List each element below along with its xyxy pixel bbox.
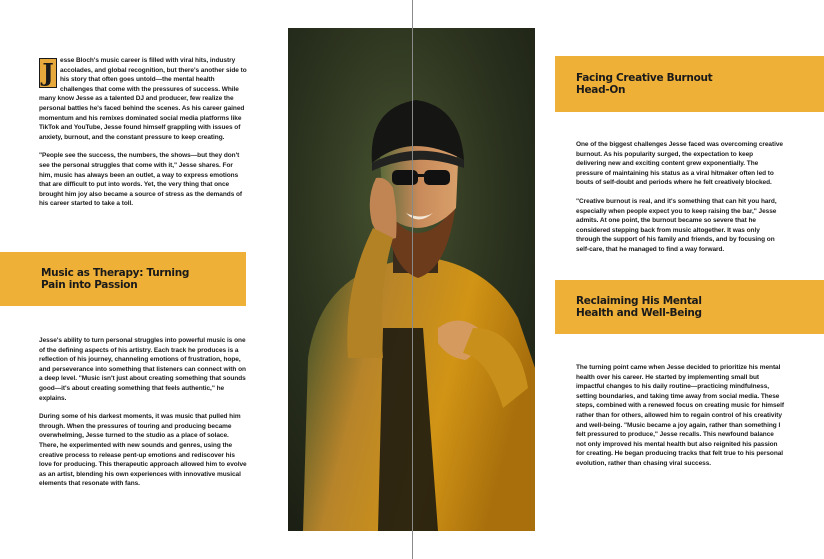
burnout-paragraph-1: One of the biggest challenges Jesse faced was overcoming creative burnout. As his popularity surged, the expectation to keep delivering new and exciting content grew exponentially. The pressure of maintaining his status as a viral hitmaker often led to bouts of self-doubt and periods where he felt creatively blocked. — [576, 141, 783, 187]
intro-paragraph-2: "People see the success, the numbers, the shows—but they don't see the personal struggles that come with it," Jesse shares. For him, music has always been an outlet, a way to express emotions that are difficult to put into words. Yet, the very thing that once brought him joy also became a source of stress as the demands of his career started to take a toll. — [39, 152, 243, 208]
heading-therapy-line-1: Music as Therapy: Turning — [41, 266, 190, 279]
section-heading-burnout — [576, 72, 712, 97]
section-heading-band-burnout — [555, 56, 824, 112]
heading-therapy-line-2: Pain into Passion — [41, 279, 138, 291]
burnout-text-block — [576, 140, 784, 255]
section-heading-band-therapy — [0, 252, 246, 306]
therapy-paragraph-1: Jesse's ability to turn personal struggles into powerful music is one of the defining aspects of his artistry. Each track he produces is a reflection of his journey, channeling emotions of frustration, hope, and perseverance into something that listeners can connect with on a deep level. "Music isn't just about creating something that sounds good—it's about creating something that feels authentic," he explains. — [39, 337, 246, 402]
reclaiming-paragraph-1: The turning point came when Jesse decided to prioritize his mental health over his career. He started by implementing small but impactful changes to his daily routine—practicing mindfulness, setting boundaries, and taking time away from social media. These steps, combined with a renewed focus on creating music for himself rather than for others, allowed him to regain control of his creativity and well-being. "Music became a joy again, rather than something I felt pressured to produce," Jesse recalls. This newfound balance not only improved his mental health but also reignited his passion for creating. He began producing tracks that felt true to his personal evolution, rather than chasing viral success. — [576, 364, 784, 467]
heading-reclaiming-line-2: Health and Well-Being — [576, 307, 702, 319]
drop-cap: J — [39, 58, 57, 88]
section-heading-therapy — [41, 267, 189, 292]
heading-burnout-line-2: Head-On — [576, 84, 626, 96]
section-heading-reclaiming — [576, 295, 702, 320]
therapy-paragraph-2: During some of his darkest moments, it was music that pulled him through. When the pressures of touring and producing became overwhelming, Jesse turned to the studio as a place of solace. There, he experimented with new sounds and genres, using the creative process to release pent-up emotions and rediscover his love for producing. This therapeutic approach allowed him to evolve as an artist, blending his own experiences with innovative musical elements that resonate with fans. — [39, 413, 247, 488]
heading-burnout-line-1: Facing Creative Burnout — [576, 71, 713, 84]
intro-text-block — [39, 56, 247, 209]
section-heading-band-reclaiming — [555, 280, 824, 334]
reclaiming-text-block — [576, 363, 784, 469]
intro-paragraph-1: esse Bloch's music career is filled with viral hits, industry accolades, and global recognition, but there's another side to his story that often goes untold—the mental health challenges that come with the pressures of success. While many know Jesse as a talented DJ and producer, few realize the personal battles he's faced behind the scenes. As his career gained momentum and his remixes dominated social media platforms like TikTok and YouTube, Jesse found himself grappling with issues of anxiety, burnout, and the constant pressure to keep creating. — [39, 57, 247, 141]
therapy-text-block — [39, 336, 247, 489]
heading-reclaiming-line-1: Reclaiming His Mental — [576, 294, 702, 307]
page-gutter — [412, 0, 413, 559]
burnout-paragraph-2: "Creative burnout is real, and it's something that can hit you hard, especially when people expect you to keep raising the bar," Jesse admits. At one point, the burnout became so severe that he considered stepping back from music altogether. It was only through the support of his family and friends, and by focusing on self-care, that he managed to find a way forward. — [576, 197, 777, 253]
